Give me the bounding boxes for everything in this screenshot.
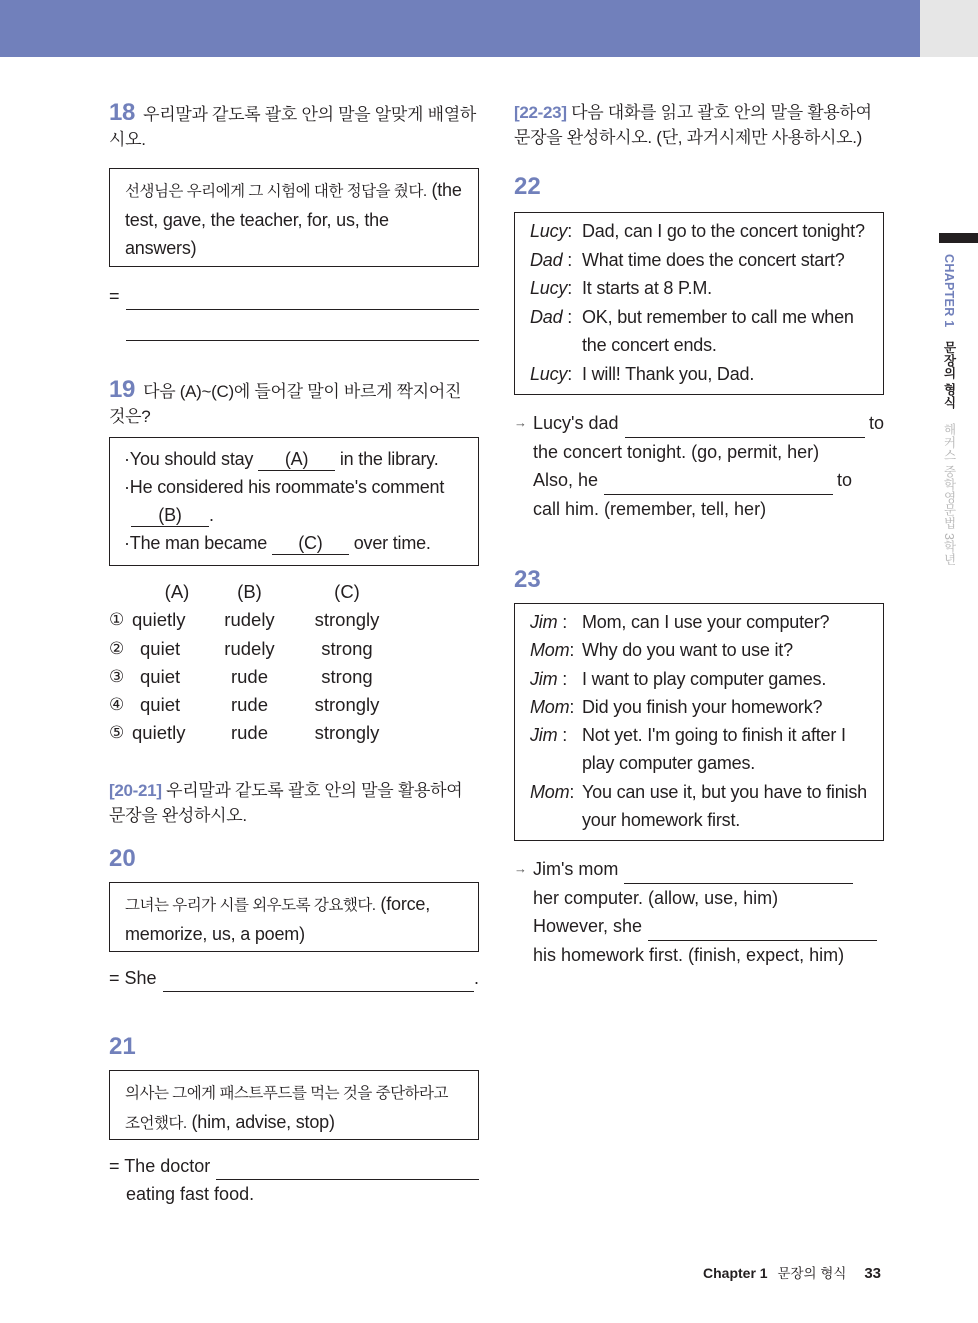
choice-3[interactable] bbox=[109, 663, 479, 691]
dialog-box bbox=[514, 212, 884, 395]
dialog-line bbox=[530, 360, 869, 389]
dialog-line bbox=[530, 693, 869, 721]
side-chapter-label bbox=[940, 254, 958, 566]
dialog-text: What time does the concert start? bbox=[582, 249, 845, 270]
word-hints: (him, advise, stop) bbox=[191, 1111, 335, 1132]
column-a-label: (A) bbox=[164, 581, 190, 602]
answer-blank[interactable] bbox=[216, 1160, 479, 1180]
equals-sign: = bbox=[109, 286, 120, 306]
side-chapter-number: CHAPTER 1 bbox=[942, 254, 956, 328]
answer-line bbox=[109, 964, 479, 992]
left-column bbox=[109, 100, 479, 1208]
prompt-box bbox=[109, 1070, 479, 1140]
sentence-text: over time. bbox=[353, 533, 431, 553]
answer-continuation: her computer. (allow, use, him) bbox=[533, 887, 779, 908]
answer-blank-2[interactable] bbox=[126, 340, 479, 341]
sentence-text: . bbox=[209, 505, 214, 525]
sentence-text: You should stay bbox=[129, 449, 254, 469]
answer-prefix: However, she bbox=[533, 916, 643, 937]
dialog-box bbox=[514, 603, 884, 841]
choice-c-value: strongly bbox=[314, 609, 380, 631]
answer-choices bbox=[109, 578, 479, 748]
answer-prefix: Also, he bbox=[533, 470, 599, 490]
dialog-line bbox=[530, 217, 869, 246]
speaker: Dad : bbox=[530, 306, 573, 327]
dialog-line bbox=[530, 303, 869, 360]
choice-b-value: rude bbox=[230, 722, 269, 744]
sentence-a bbox=[124, 445, 464, 473]
side-chapter-title: 문장의 형식 bbox=[942, 341, 956, 410]
group-instruction bbox=[109, 778, 479, 828]
prompt-box bbox=[109, 437, 479, 566]
choice-5[interactable] bbox=[109, 719, 479, 747]
answer-line bbox=[533, 912, 884, 941]
choice-b-value: rudely bbox=[224, 609, 275, 631]
prompt-box bbox=[109, 882, 479, 952]
arrow-icon: → bbox=[514, 861, 527, 877]
speaker: Dad : bbox=[530, 249, 573, 270]
question-number-20: 20 bbox=[109, 844, 136, 872]
choice-c-value: strong bbox=[321, 665, 373, 687]
bullet: · bbox=[124, 533, 130, 553]
header-bar-edge bbox=[920, 0, 978, 57]
speaker: Jim : bbox=[530, 725, 568, 746]
choice-c-value: strong bbox=[321, 637, 373, 659]
dialog-text: OK, but remember to call me when the concert ends. bbox=[582, 306, 854, 355]
answer-block-23 bbox=[514, 855, 884, 969]
speaker: Mom: bbox=[530, 781, 575, 802]
dialog-line bbox=[530, 274, 869, 303]
footer-chapter: Chapter 1 bbox=[703, 1265, 768, 1281]
dialog-line bbox=[530, 665, 869, 693]
choice-4[interactable] bbox=[109, 691, 479, 719]
sentence-text: in the library. bbox=[339, 449, 439, 469]
answer-line bbox=[533, 409, 884, 438]
answer-line bbox=[109, 1152, 479, 1180]
answer-continuation: call him. (remember, tell, her) bbox=[533, 498, 767, 519]
column-b-label: (B) bbox=[237, 581, 262, 602]
answer-blank[interactable] bbox=[126, 290, 479, 310]
right-column bbox=[514, 100, 884, 969]
choice-a-value: quietly bbox=[132, 722, 186, 744]
answer-suffix: to bbox=[868, 413, 884, 433]
choice-c-value: strongly bbox=[314, 722, 380, 744]
choice-header bbox=[109, 578, 479, 606]
question-number-21: 21 bbox=[109, 1032, 136, 1060]
dialog-text: I want to play computer games. bbox=[582, 668, 827, 689]
dialog-text: Did you finish your homework? bbox=[582, 696, 823, 717]
dialog-line bbox=[530, 636, 869, 664]
choice-marker: ② bbox=[109, 638, 125, 658]
answer-line bbox=[533, 855, 884, 884]
dialog-text: It starts at 8 P.M. bbox=[582, 278, 712, 298]
question-19-header bbox=[109, 377, 479, 429]
group-instruction bbox=[514, 100, 884, 150]
blank-c: (C) bbox=[272, 532, 349, 555]
answer-prefix: Jim's mom bbox=[533, 859, 619, 880]
choice-b-value: rudely bbox=[224, 637, 275, 659]
page-number: 33 bbox=[864, 1265, 882, 1282]
speaker: Jim : bbox=[530, 668, 568, 689]
speaker: Lucy: bbox=[530, 221, 573, 241]
column-c-label: (C) bbox=[334, 581, 360, 602]
chapter-tab-marker bbox=[939, 233, 978, 243]
question-number: 18 bbox=[109, 99, 136, 126]
answer-continuation: his homework first. (finish, expect, him) bbox=[533, 944, 845, 965]
question-18 bbox=[109, 100, 479, 341]
question-number-22: 22 bbox=[514, 173, 541, 200]
page-footer bbox=[703, 1262, 881, 1282]
choice-a-value: quietly bbox=[132, 609, 186, 631]
choice-b-value: rude bbox=[230, 694, 269, 716]
question-number: 19 bbox=[109, 376, 136, 403]
answer-line-1 bbox=[109, 282, 479, 310]
group-20-21 bbox=[109, 778, 479, 1208]
sentence-text: The man became bbox=[129, 533, 268, 553]
blank-a: (A) bbox=[258, 448, 335, 471]
speaker: Mom: bbox=[530, 696, 575, 717]
bullet: · bbox=[124, 449, 130, 469]
question-number-23: 23 bbox=[514, 566, 541, 593]
dialog-line bbox=[530, 246, 869, 275]
answer-line bbox=[533, 466, 884, 495]
speaker: Lucy: bbox=[530, 278, 573, 298]
korean-sentence: 그녀는 우리가 시를 외우도록 강요했다. bbox=[125, 896, 376, 914]
question-18-header bbox=[109, 100, 479, 152]
side-book-title: 해커스 중학영문법 3학년 bbox=[942, 422, 956, 566]
dialog-text: Dad, can I go to the concert tonight? bbox=[582, 221, 865, 241]
answer-continuation: the concert tonight. (go, permit, her) bbox=[533, 441, 820, 462]
choice-marker: ③ bbox=[109, 666, 125, 686]
choice-a-value: quiet bbox=[140, 637, 181, 659]
word-hints: (force, memorize, us, a poem) bbox=[125, 893, 431, 944]
speaker: Jim : bbox=[530, 612, 568, 632]
dialog-line bbox=[530, 778, 869, 835]
choice-marker: ① bbox=[109, 610, 125, 630]
dialog-text: Mom, can I use your computer? bbox=[582, 612, 830, 632]
question-range: [20-21] bbox=[109, 780, 162, 800]
answer-blank[interactable] bbox=[604, 475, 833, 495]
answer-prefix: Lucy's dad bbox=[533, 413, 619, 433]
choice-marker: ④ bbox=[109, 695, 125, 715]
choice-2[interactable] bbox=[109, 635, 479, 663]
answer-block-22 bbox=[514, 409, 884, 523]
dialog-line bbox=[530, 721, 869, 778]
answer-suffix: to bbox=[837, 470, 853, 490]
prompt-box bbox=[109, 168, 479, 267]
choice-marker: ⑤ bbox=[109, 723, 125, 743]
dialog-text: I will! Thank you, Dad. bbox=[582, 363, 755, 384]
blank-b: (B) bbox=[131, 504, 209, 527]
choice-b-value: rude bbox=[230, 665, 269, 687]
dialog-line bbox=[530, 608, 869, 636]
answer-prefix: = The doctor bbox=[109, 1155, 211, 1176]
question-19 bbox=[109, 377, 479, 748]
answer-blank[interactable] bbox=[624, 864, 853, 884]
answer-blank[interactable] bbox=[625, 418, 865, 438]
bullet: · bbox=[124, 477, 130, 497]
question-instruction: 다음 (A)~(C)에 들어갈 말이 바르게 짝지어진 것은? bbox=[109, 382, 462, 426]
header-bar bbox=[0, 0, 920, 57]
speaker: Mom: bbox=[530, 640, 575, 661]
dialog-text: You can use it, but you have to finish your homework first. bbox=[582, 781, 867, 831]
sentence-b bbox=[124, 473, 464, 529]
instruction-text: 우리말과 같도록 괄호 안의 말을 활용하여 문장을 완성하시오. bbox=[109, 780, 463, 825]
arrow-icon: → bbox=[514, 415, 527, 430]
footer-title: 문장의 형식 bbox=[777, 1266, 847, 1281]
choice-a-value: quiet bbox=[140, 694, 181, 716]
answer-blank[interactable] bbox=[163, 972, 474, 992]
korean-sentence: 의사는 그에게 패스트푸드를 먹는 것을 중단하라고 조언했다. bbox=[125, 1084, 448, 1132]
sentence-c bbox=[124, 529, 464, 557]
answer-continuation: eating fast food. bbox=[126, 1183, 255, 1204]
choice-a-value: quiet bbox=[140, 665, 181, 687]
choice-1[interactable] bbox=[109, 606, 479, 634]
dialog-text: Not yet. I'm going to finish it after I play computer games. bbox=[582, 725, 846, 774]
question-range: [22-23] bbox=[514, 103, 567, 122]
question-instruction: 우리말과 같도록 괄호 안의 말을 알맞게 배열하시오. bbox=[109, 105, 476, 149]
instruction-text: 다음 대화를 읽고 괄호 안의 말을 활용하여 문장을 완성하시오. (단, 과거시제만 사용하시오.) bbox=[514, 103, 872, 147]
speaker: Lucy: bbox=[530, 363, 573, 384]
sentence-text: He considered his roommate's comment bbox=[129, 477, 445, 497]
word-hints: (the test, gave, the teacher, for, us, the answers) bbox=[125, 180, 462, 258]
choice-c-value: strongly bbox=[314, 694, 380, 716]
answer-suffix: . bbox=[473, 967, 479, 988]
dialog-text: Why do you want to use it? bbox=[582, 640, 793, 661]
answer-blank[interactable] bbox=[648, 921, 877, 941]
korean-sentence: 선생님은 우리에게 그 시험에 대한 정답을 줬다. bbox=[125, 183, 427, 200]
answer-prefix: = She bbox=[109, 967, 157, 988]
